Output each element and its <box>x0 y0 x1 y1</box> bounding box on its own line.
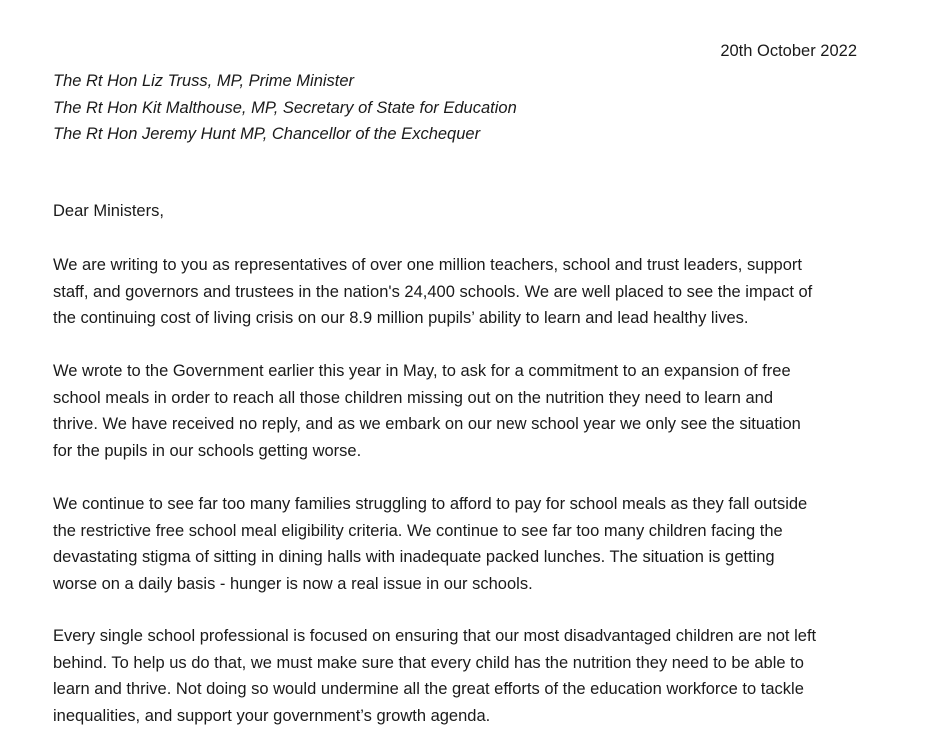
paragraph-line: learn and thrive. Not doing so would undermine all the great efforts of the education workforce to tackle <box>53 680 804 698</box>
recipient-list <box>53 68 873 148</box>
paragraph-line: thrive. We have received no reply, and as we embark on our new school year we only see the situation <box>53 415 801 433</box>
paragraph-previous-letter <box>53 358 873 464</box>
letter-date: 20th October 2022 <box>720 42 857 60</box>
paragraph-representatives <box>53 252 873 332</box>
paragraph-line: school meals in order to reach all those children missing out on the nutrition they need to learn and <box>53 388 774 407</box>
recipient-chancellor: The Rt Hon Jeremy Hunt MP, Chancellor of the Exchequer <box>53 125 481 143</box>
paragraph-line: the restrictive free school meal eligibility criteria. We continue to see far too many children facing the <box>53 521 783 540</box>
paragraph-line: We wrote to the Government earlier this year in May, to ask for a commitment to an expansion of free <box>53 362 791 380</box>
paragraph-line: worse on a daily basis - hunger is now a real issue in our schools. <box>53 574 533 593</box>
paragraph-families-struggling <box>53 491 873 597</box>
paragraph-line: We are writing to you as representatives of over one million teachers, school and trust leaders, support <box>53 256 802 274</box>
paragraph-line: for the pupils in our schools getting worse. <box>53 441 362 460</box>
paragraph-line: devastating stigma of sitting in dining halls with inadequate packed lunches. The situation is getting <box>53 548 775 566</box>
paragraph-line: staff, and governors and trustees in the nation's 24,400 schools. We are well placed to see the impact of <box>53 282 813 301</box>
paragraph-line: behind. To help us do that, we must make sure that every child has the nutrition they need to be able to <box>53 653 804 672</box>
paragraph-line: inequalities, and support your government’s growth agenda. <box>53 706 491 725</box>
salutation: Dear Ministers, <box>53 202 164 220</box>
paragraph-line: the continuing cost of living crisis on our 8.9 million pupils’ ability to learn and lead healthy lives. <box>53 309 749 327</box>
recipient-prime-minister: The Rt Hon Liz Truss, MP, Prime Minister <box>53 72 355 90</box>
paragraph-line: Every single school professional is focused on ensuring that our most disadvantaged children are not left <box>53 627 817 645</box>
paragraph-every-professional <box>53 623 873 729</box>
paragraph-line: We continue to see far too many families struggling to afford to pay for school meals as they fall outside <box>53 495 808 513</box>
recipient-education-secretary: The Rt Hon Kit Malthouse, MP, Secretary of State for Education <box>53 98 517 117</box>
